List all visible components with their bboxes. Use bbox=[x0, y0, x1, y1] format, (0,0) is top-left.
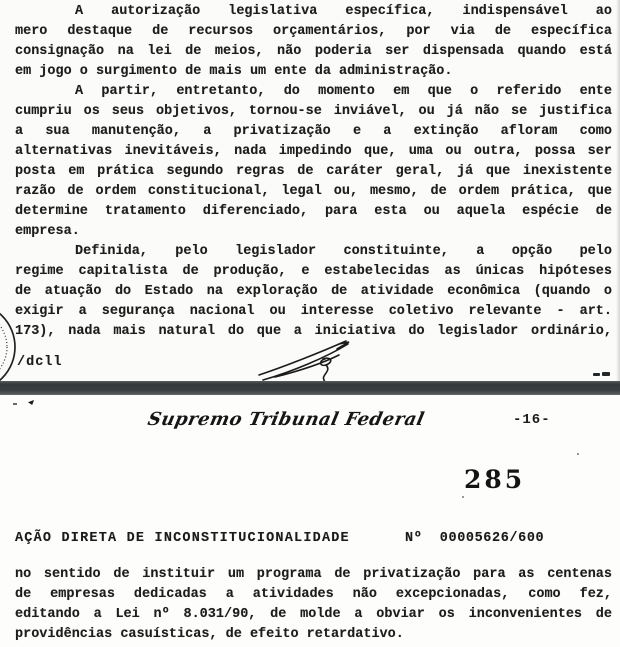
text-line: regime capitalista de produção, e estabelecidas as únicas hipóteses bbox=[15, 264, 612, 279]
scan-mark bbox=[602, 372, 610, 376]
text-line: cumpriu os seus objetivos, tornou-se inviável, ou já não se justifica bbox=[15, 104, 612, 119]
text-line: de empresas dedicadas a atividades não excepcionadas, como fez, bbox=[15, 587, 612, 602]
stamp-number: 285 bbox=[464, 465, 526, 494]
notary-stamp-icon bbox=[0, 299, 18, 393]
text-line: A autorização legislativa específica, indispensável ao bbox=[75, 4, 612, 19]
text-line: 173), nada mais natural do que a iniciativa do legislador ordinário, bbox=[15, 324, 612, 339]
scan-mark bbox=[593, 373, 600, 376]
page-2 bbox=[0, 396, 620, 647]
text-line: alternativas inevitáveis, nada impedindo que, uma ou outra, possa ser bbox=[15, 144, 612, 159]
text-line: no sentido de instituir um programa de privatização para as centenas bbox=[15, 567, 612, 582]
text-line: A partir, entretanto, do momento em que o referido ente bbox=[75, 84, 612, 99]
text-line: razão de ordem constitucional, legal ou, mesmo, de ordem prática, que bbox=[15, 184, 612, 199]
text-line: exigir a segurança nacional ou interesse coletivo relevante - art. bbox=[15, 304, 612, 319]
text-line: consignação na lei de meios, não poderia ser dispensada quando está bbox=[15, 44, 612, 59]
text-line: posta em prática segundo regras de caráter geral, já que inexistente bbox=[15, 164, 612, 179]
text-line: empresa. bbox=[15, 224, 80, 239]
page-number: -16- bbox=[513, 412, 551, 428]
text-line: editando a Lei nº 8.031/90, de molde a obviar os inconvenientes de bbox=[15, 607, 612, 622]
text-line: a sua manutenção, a privatização e a extinção afloram como bbox=[15, 124, 612, 139]
text-line: em jogo o surgimento de mais um ente da administração. bbox=[15, 64, 453, 79]
page-1-body bbox=[15, 2, 612, 342]
clerk-initials: /dcll bbox=[17, 355, 63, 370]
text-line: determine tratamento diferenciado, para esta ou aquela espécie de bbox=[15, 204, 612, 219]
scan-speck bbox=[577, 453, 579, 455]
letterhead-script: Supremo Tribunal Federal bbox=[145, 409, 427, 430]
text-line: providências casuísticas, de efeito retardativo. bbox=[15, 627, 404, 642]
scan-speck bbox=[462, 496, 464, 498]
scan-speck bbox=[13, 403, 17, 405]
page-2-body bbox=[15, 565, 612, 645]
text-line: de atuação do Estado na exploração de atividade econômica (quando o bbox=[15, 284, 612, 299]
paper-edge-shadow bbox=[616, 0, 620, 381]
signature-flourish-icon bbox=[253, 331, 355, 388]
page-divider-bar bbox=[0, 381, 620, 395]
case-number: Nº 00005626/600 bbox=[405, 531, 545, 546]
case-title: AÇÃO DIRETA DE INCONSTITUCIONALIDADE bbox=[15, 531, 350, 546]
text-line: Definida, pelo legislador constituinte, a opção pelo bbox=[75, 244, 612, 259]
scan-speck bbox=[28, 400, 34, 405]
text-line: mero destaque de recursos orçamentários, por via de específica bbox=[15, 24, 612, 39]
